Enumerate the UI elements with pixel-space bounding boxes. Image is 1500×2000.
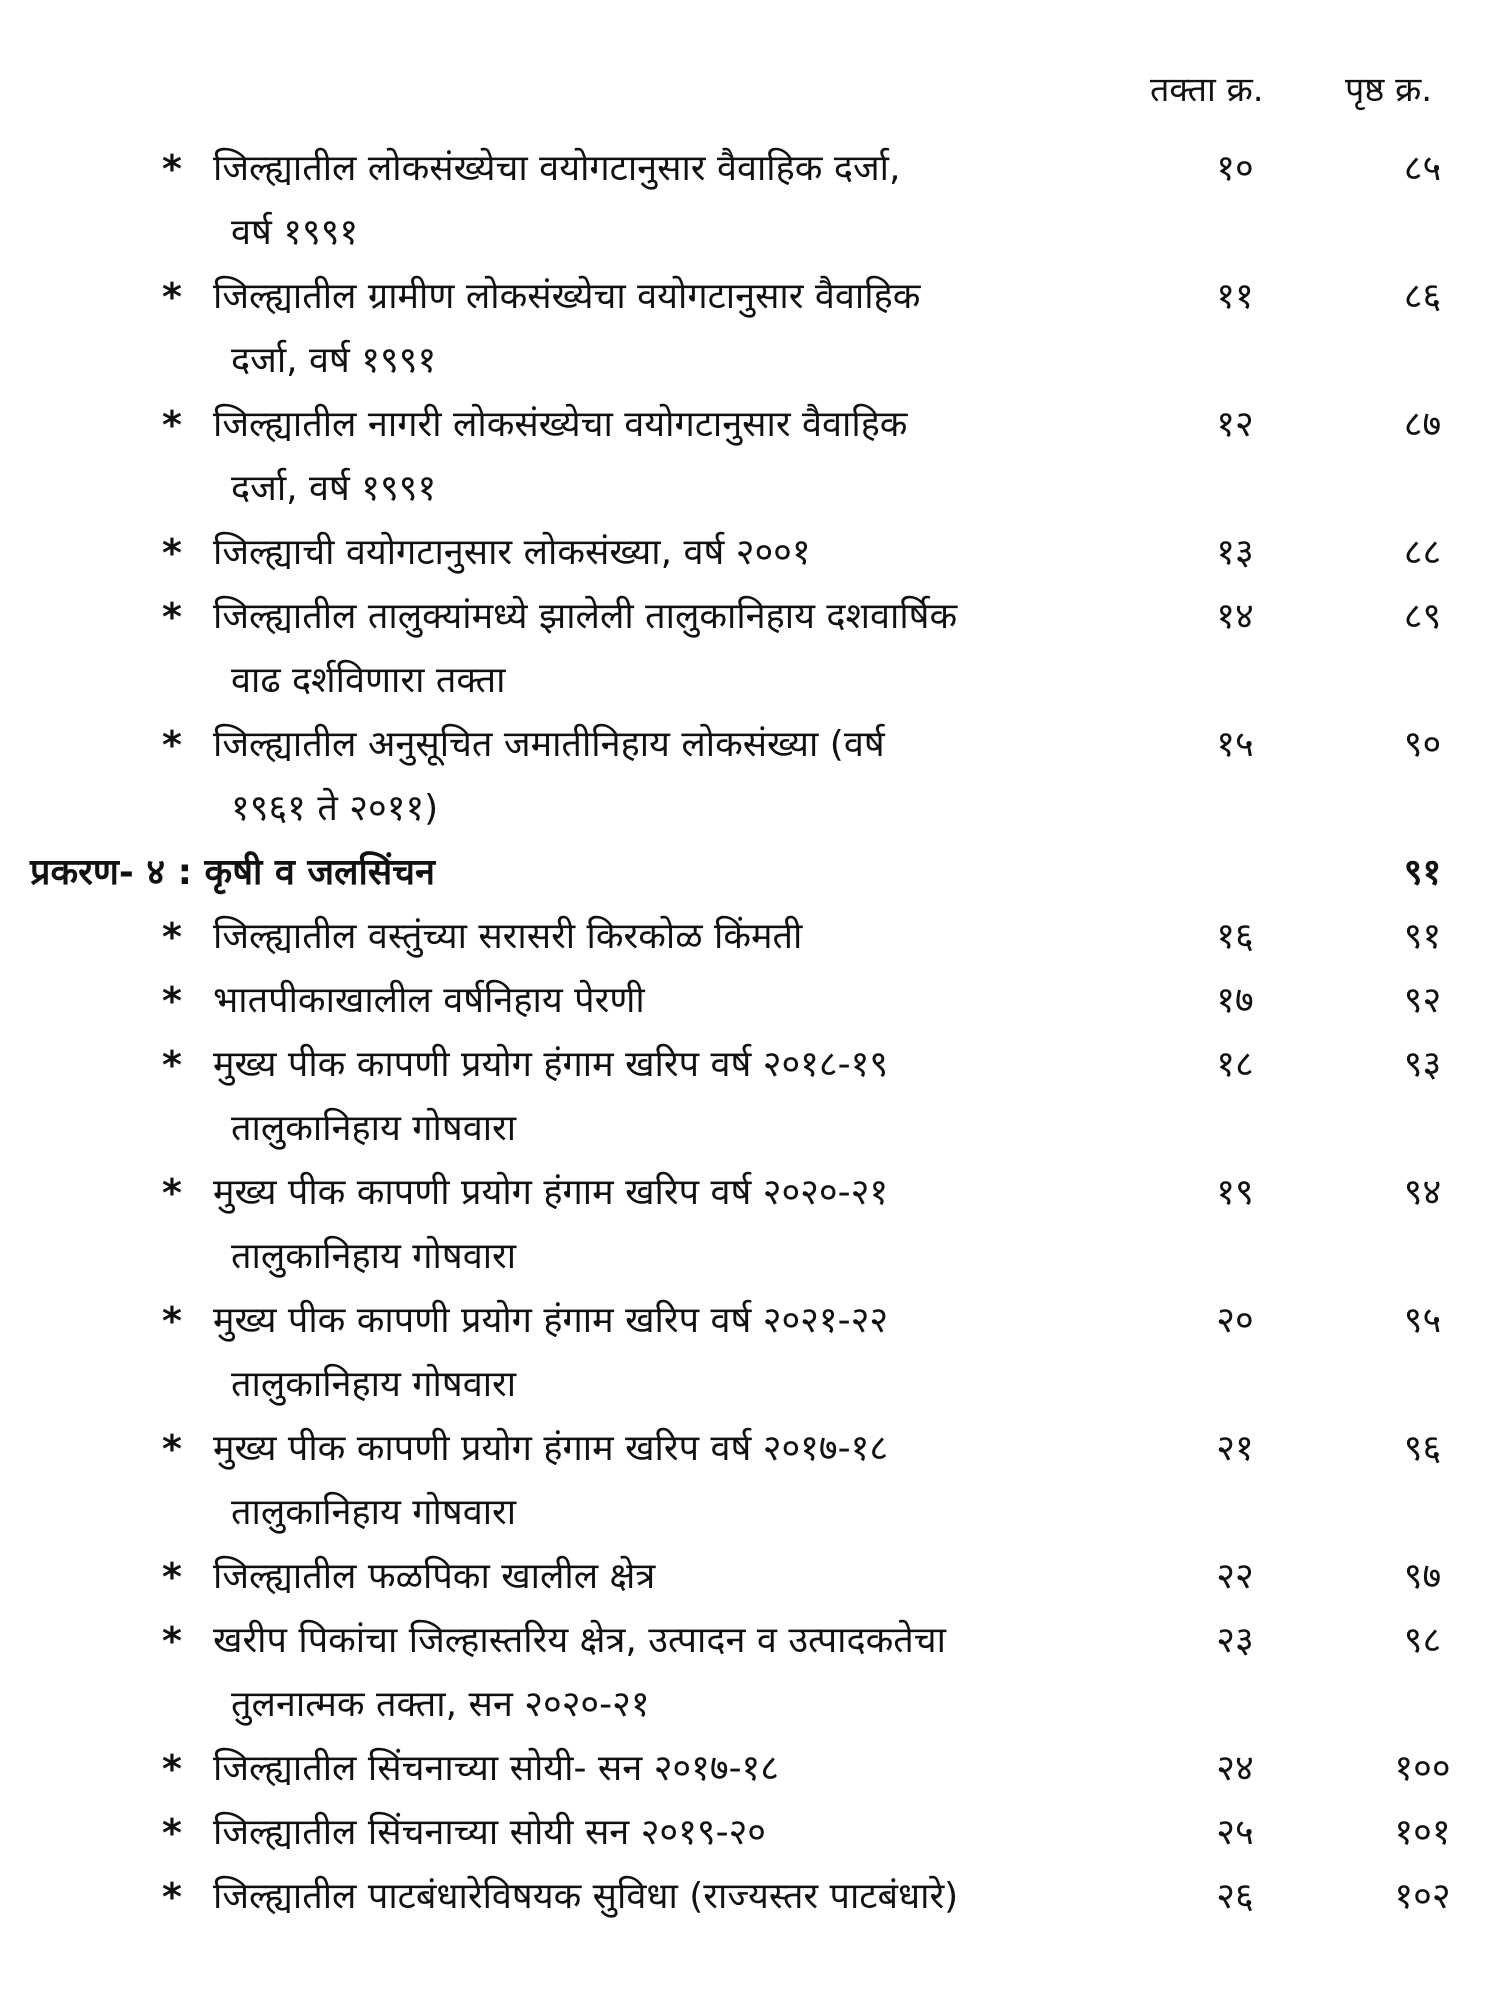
entry-text-cont: तालुकानिहाय गोषवारा <box>231 1108 517 1149</box>
page-number: ९४ <box>1403 1172 1442 1213</box>
page-number: ८५ <box>1403 148 1442 189</box>
page-number: ९१ <box>1403 916 1442 957</box>
entry-text: जिल्ह्यातील नागरी लोकसंख्येचा वयोगटानुसार वैवाहिक <box>213 404 908 445</box>
table-number: १२ <box>1216 404 1254 445</box>
bullet-star-icon: * <box>162 595 182 639</box>
table-number: १५ <box>1216 724 1254 765</box>
entry-text-cont: दर्जा, वर्ष १९९१ <box>231 468 437 509</box>
table-number: १४ <box>1216 596 1254 637</box>
bullet-star-icon: * <box>162 531 182 575</box>
entry-text: जिल्ह्यातील ग्रामीण लोकसंख्येचा वयोगटानुसार वैवाहिक <box>213 276 921 317</box>
page-number: ९५ <box>1403 1300 1442 1341</box>
bullet-star-icon: * <box>162 403 182 447</box>
table-number: २० <box>1216 1300 1254 1341</box>
bullet-star-icon: * <box>162 1043 182 1087</box>
bullet-star-icon: * <box>162 1619 182 1663</box>
entry-text: मुख्य पीक कापणी प्रयोग हंगाम खरिप वर्ष २०१८-१९ <box>213 1044 889 1085</box>
chapter-page-number: ९१ <box>1403 852 1442 893</box>
page-number: ९० <box>1403 724 1442 765</box>
entry-text: जिल्ह्यातील तालुक्यांमध्ये झालेली तालुकानिहाय दशवार्षिक <box>213 596 958 637</box>
table-number: २५ <box>1216 1812 1254 1853</box>
entry-text: जिल्ह्यातील फळपिका खालील क्षेत्र <box>213 1556 656 1597</box>
table-number: २६ <box>1216 1876 1254 1917</box>
table-number: २२ <box>1216 1556 1254 1597</box>
entry-text: जिल्ह्याची वयोगटानुसार लोकसंख्या, वर्ष २००१ <box>213 532 811 573</box>
table-number: १० <box>1216 148 1254 189</box>
page-number: १०१ <box>1394 1812 1451 1853</box>
table-number: ११ <box>1216 276 1254 317</box>
entry-text: जिल्ह्यातील सिंचनाच्या सोयी सन २०१९-२० <box>213 1812 767 1853</box>
table-number: १७ <box>1216 980 1254 1021</box>
entry-text: भातपीकाखालील वर्षनिहाय पेरणी <box>213 980 645 1021</box>
chapter-title: प्रकरण- ४ : कृषी व जलसिंचन <box>30 852 436 893</box>
bullet-star-icon: * <box>162 147 182 191</box>
table-number: १३ <box>1216 532 1254 573</box>
page-number: ९३ <box>1403 1044 1442 1085</box>
entry-text: जिल्ह्यातील अनुसूचित जमातीनिहाय लोकसंख्या (वर्ष <box>213 724 885 765</box>
entry-text: जिल्ह्यातील लोकसंख्येचा वयोगटानुसार वैवाहिक दर्जा, <box>213 148 901 189</box>
page-number: १०२ <box>1394 1876 1451 1917</box>
entry-text: खरीप पिकांचा जिल्हास्तरिय क्षेत्र, उत्पादन व उत्पादकतेचा <box>213 1620 946 1661</box>
page-number: ९७ <box>1403 1556 1442 1597</box>
page-number: ८९ <box>1403 596 1442 637</box>
entry-text: मुख्य पीक कापणी प्रयोग हंगाम खरिप वर्ष २०२०-२१ <box>213 1172 889 1213</box>
entry-text: मुख्य पीक कापणी प्रयोग हंगाम खरिप वर्ष २०१७-१८ <box>213 1428 889 1469</box>
entry-text-cont: वाढ दर्शविणारा तक्ता <box>231 660 506 701</box>
page-number: ८६ <box>1403 276 1442 317</box>
header-table-no: तक्ता क्र. <box>1150 70 1264 110</box>
entry-text: जिल्ह्यातील पाटबंधारेविषयक सुविधा (राज्यस्तर पाटबंधारे) <box>213 1876 959 1917</box>
entry-text-cont: तालुकानिहाय गोषवारा <box>231 1364 517 1405</box>
table-number: २३ <box>1216 1620 1254 1661</box>
entry-text: मुख्य पीक कापणी प्रयोग हंगाम खरिप वर्ष २०२१-२२ <box>213 1300 889 1341</box>
bullet-star-icon: * <box>162 275 182 319</box>
bullet-star-icon: * <box>162 1427 182 1471</box>
page-number: १०० <box>1394 1748 1451 1789</box>
table-number: १६ <box>1216 916 1254 957</box>
entry-text-cont: तालुकानिहाय गोषवारा <box>231 1236 517 1277</box>
bullet-star-icon: * <box>162 1299 182 1343</box>
table-number: १८ <box>1216 1044 1254 1085</box>
page-number: ८८ <box>1403 532 1442 573</box>
bullet-star-icon: * <box>162 1875 182 1919</box>
table-number: २१ <box>1216 1428 1254 1469</box>
page-number: ८७ <box>1403 404 1442 445</box>
page-number: ९६ <box>1403 1428 1442 1469</box>
table-number: १९ <box>1216 1172 1254 1213</box>
bullet-star-icon: * <box>162 915 182 959</box>
entry-text-cont: १९६१ ते २०११) <box>231 788 439 829</box>
bullet-star-icon: * <box>162 723 182 767</box>
bullet-star-icon: * <box>162 979 182 1023</box>
entry-text-cont: वर्ष १९९१ <box>231 212 359 253</box>
bullet-star-icon: * <box>162 1171 182 1215</box>
header-page-no: पृष्ठ क्र. <box>1345 70 1433 110</box>
page-number: ९२ <box>1403 980 1442 1021</box>
bullet-star-icon: * <box>162 1811 182 1855</box>
entry-text-cont: तुलनात्मक तक्ता, सन २०२०-२१ <box>231 1684 650 1725</box>
entry-text: जिल्ह्यातील सिंचनाच्या सोयी- सन २०१७-१८ <box>213 1748 779 1789</box>
page-number: ९८ <box>1403 1620 1442 1661</box>
entry-text: जिल्ह्यातील वस्तुंच्या सरासरी किरकोळ किंमती <box>213 916 803 957</box>
bullet-star-icon: * <box>162 1747 182 1791</box>
entry-text-cont: तालुकानिहाय गोषवारा <box>231 1492 517 1533</box>
bullet-star-icon: * <box>162 1555 182 1599</box>
table-number: २४ <box>1216 1748 1254 1789</box>
entry-text-cont: दर्जा, वर्ष १९९१ <box>231 340 437 381</box>
